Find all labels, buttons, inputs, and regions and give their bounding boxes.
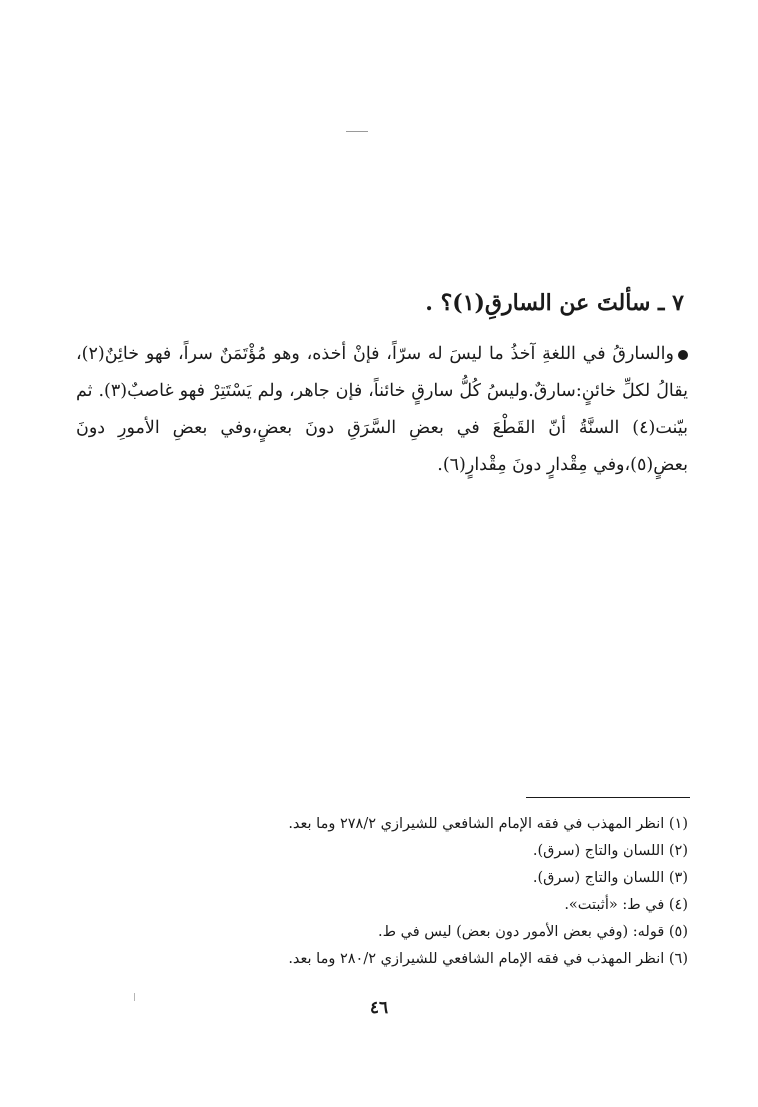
footnote-item: (٥) قوله: (وفي بعض الأمور دون بعض) ليس في ط. — [377, 924, 688, 940]
footnote-item: (٣) اللسان والتاج (سرق). — [532, 870, 688, 886]
body-paragraph: والسارقُ في اللغةِ آخذُ ما ليسَ له سرّاً، فإنْ أخذه، وهو مُؤْتَمَنٌ سراً، فهو خائِنٌ(٢)، يقالُ لكلِّ خائنٍ:سارقٌ.وليسُ كُلُّ سارقٍ خائناً، فإن جاهر، ولم يَسْتَتِرْ فهو غاصبٌ(٣). ثم بيّنت(٤) السنَّةُ أنّ القَطْعَ في بعضِ السَّرَقِ دونَ بعضٍ،وفي بعضِ الأمورِ دونَ بعضٍ(٥)،وفي مِقْدارٍ دونَ مِقْدارٍ(٦). — [76, 344, 688, 475]
scan-mark — [346, 131, 368, 132]
page-number: ٤٦ — [369, 998, 389, 1018]
footnote-item: (٤) في ط: «أثبتت». — [564, 897, 688, 913]
footnote-item: (١) انظر المهذب في فقه الإمام الشافعي للشيرازي ٢٧٨/٢ وما بعد. — [288, 816, 688, 832]
footnote-item: (٢) اللسان والتاج (سرق). — [532, 843, 688, 859]
body-paragraph-container — [76, 336, 688, 484]
footnote-item: (٦) انظر المهذب في فقه الإمام الشافعي للشيرازي ٢٨٠/٢ وما بعد. — [288, 951, 688, 967]
section-heading: ٧ ـ سألتَ عن السارقِ(١)؟ . — [425, 290, 684, 316]
bullet-icon — [678, 350, 688, 360]
footnotes-list — [168, 811, 688, 973]
footnote-divider — [526, 797, 690, 798]
